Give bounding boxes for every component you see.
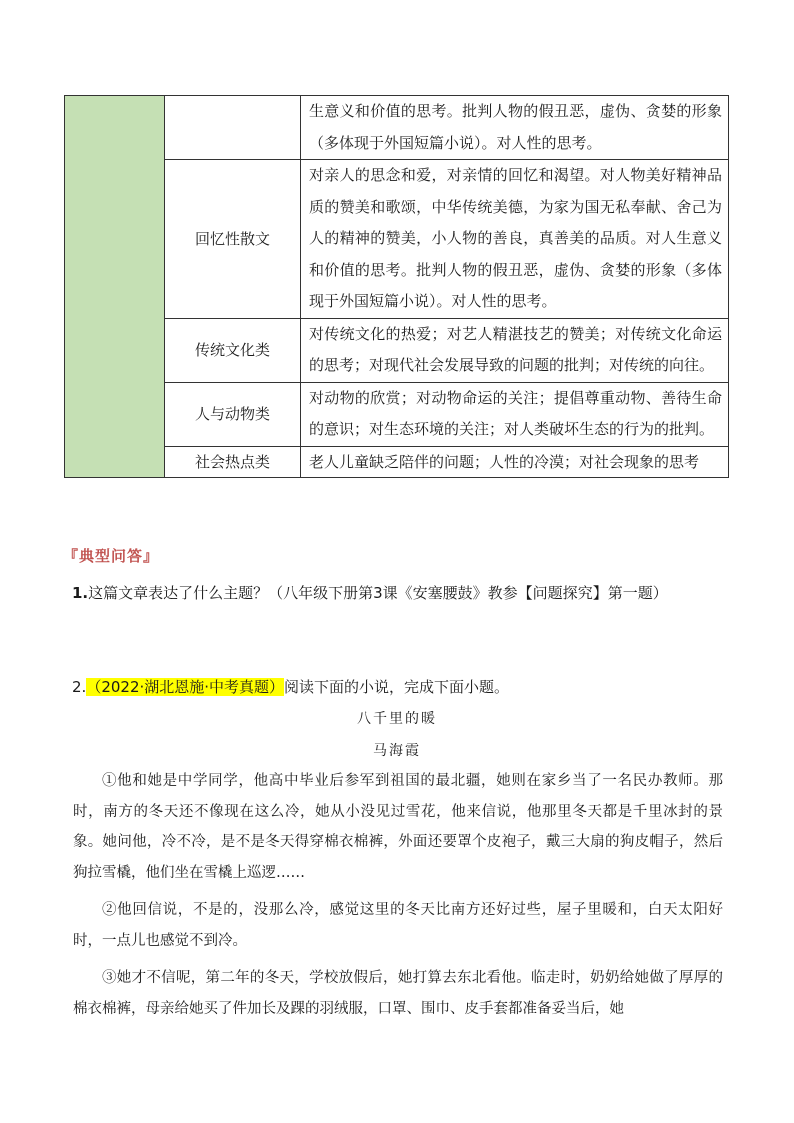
- category-cell: 传统文化类: [165, 318, 301, 382]
- description-cell: 对传统文化的热爱；对艺人精湛技艺的赞美；对传统文化命运的思考；对现代社会发展导致的问题的批判；对传统的向往。: [301, 318, 729, 382]
- story-title: 八千里的暖: [357, 711, 437, 727]
- description-cell: 老人儿童缺乏陪伴的问题；人性的冷漠；对社会现象的思考: [301, 446, 729, 477]
- category-cell: 回忆性散文: [165, 160, 301, 319]
- question-number: 2.: [72, 678, 87, 696]
- table-row: [65, 382, 729, 446]
- table-row: [65, 160, 729, 319]
- description-cell: 对亲人的思念和爱，对亲情的回忆和渴望。对人物美好精神品质的赞美和歌颂，中华传统美德，为家为国无私奉献、舍己为人的精神的赞美，小人物的善良，真善美的品质。对人生意义和价值的思考。批判人物的假丑恶，虚伪、贪婪的形象（多体现于外国短篇小说）。对人性的思考。: [301, 160, 729, 319]
- question-text: 这篇文章表达了什么主题？（八年级下册第3课《安塞腰鼓》教参【问题探究】第一题）: [88, 584, 668, 602]
- story-paragraph: ③她才不信呢，第二年的冬天，学校放假后，她打算去东北看他。临走时，奶奶给她做了厚厚的棉衣棉裤，母亲给她买了件加长及踝的羽绒服，口罩、围巾、皮手套都准备妥当后，她: [73, 970, 723, 1017]
- table-row: [65, 96, 729, 160]
- table-green-column: [65, 96, 165, 478]
- description-cell: 生意义和价值的思考。批判人物的假丑恶，虚伪、贪婪的形象（多体现于外国短篇小说）。对人性的思考。: [301, 96, 729, 160]
- table-row: [65, 318, 729, 382]
- category-cell: 社会热点类: [165, 446, 301, 477]
- description-cell: 对动物的欣赏；对动物命运的关注；提倡尊重动物、善待生命的意识；对生态环境的关注；对人类破坏生态的行为的批判。: [301, 382, 729, 446]
- question-number: 1.: [72, 584, 89, 602]
- theme-table: [64, 95, 729, 478]
- story-author: 马海霞: [373, 743, 421, 759]
- question-text: 阅读下面的小说，完成下面小题。: [284, 678, 510, 696]
- table-row: [65, 446, 729, 477]
- category-cell: 人与动物类: [165, 382, 301, 446]
- story-paragraph: ①他和她是中学同学，他高中毕业后参军到祖国的最北疆，她则在家乡当了一名民办教师。那时，南方的冬天还不像现在这么冷，她从小没见过雪花，他来信说，他那里冬天都是千里冰封的景象。她问他，冷不冷，是不是冬天得穿棉衣棉裤，外面还要罩个皮袍子，戴三大扇的狗皮帽子，然后狗拉雪橇，他们坐在雪橇上巡逻……: [73, 773, 723, 881]
- section-heading: 『典型问答』: [63, 547, 160, 565]
- story-paragraph: ②他回信说，不是的，没那么冷，感觉这里的冬天比南方还好过些，屋子里暖和，白天太阳好时，一点儿也感觉不到冷。: [73, 902, 723, 949]
- category-cell: [165, 96, 301, 160]
- question-2: [72, 676, 509, 698]
- story-body: [73, 766, 723, 1031]
- question-1: [72, 582, 668, 604]
- question-source-highlight: （2022·湖北恩施·中考真题）: [86, 678, 285, 696]
